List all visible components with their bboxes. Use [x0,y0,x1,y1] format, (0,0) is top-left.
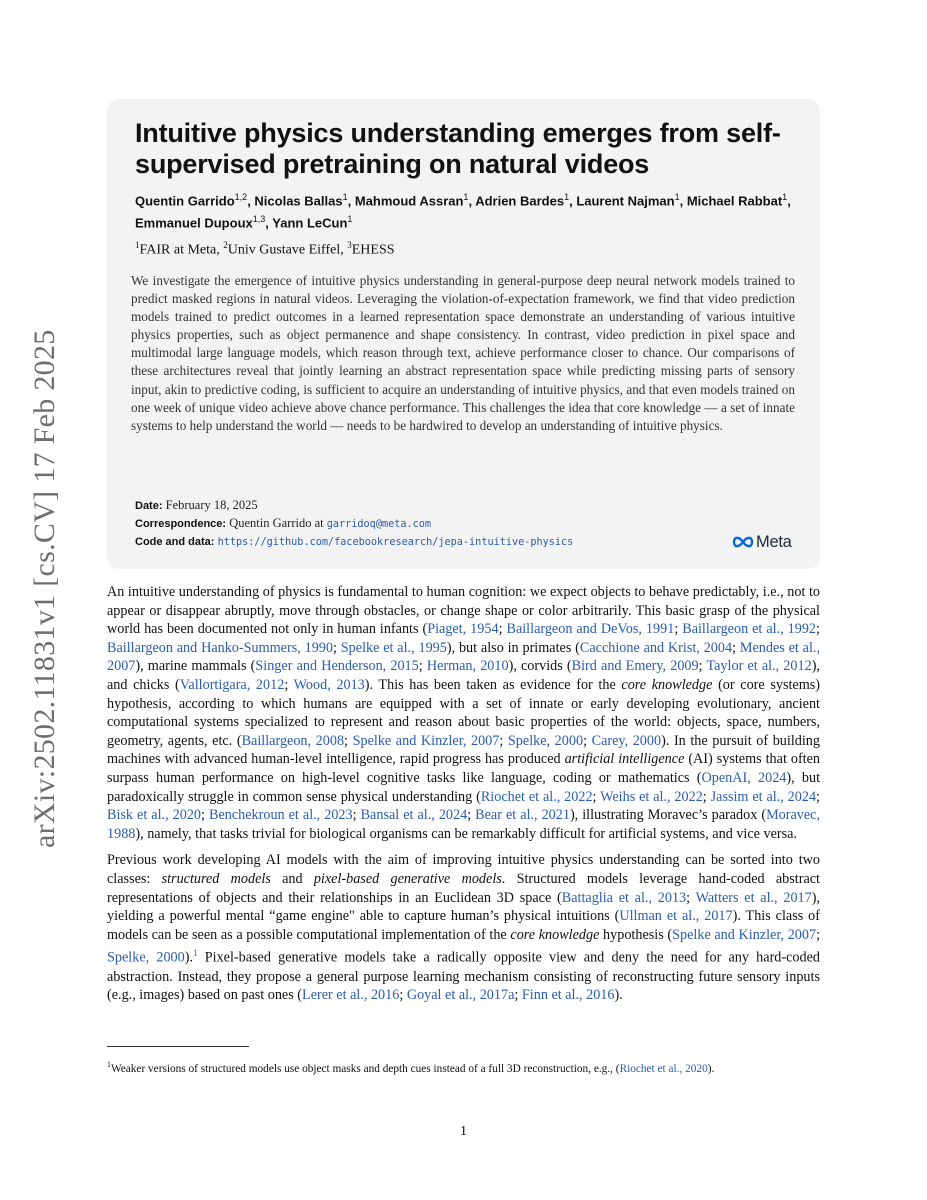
emphasis-text: core knowledge [510,926,600,943]
citation-link[interactable]: Lerer et al., 2016 [302,987,400,1004]
page-number: 1 [460,1124,467,1139]
text-run: and [270,870,314,887]
text-run: ; [467,807,476,824]
text-run: ; [686,889,696,906]
footnote-marker[interactable]: 1 [193,948,198,959]
text-run: ), and chicks ( [107,658,820,693]
affiliations: $^1$FAIR at Meta, $^2$Univ Gustave Eiffel, $^3$EHESS [135,240,395,258]
citation-link[interactable]: Watters et al., 2017 [695,889,812,906]
text-run: ; [284,676,294,693]
citation-link[interactable]: Spelke and Kinzler, 2007 [672,926,817,943]
text-run: ). This class of models can be seen as a possible computational implementation of the [107,908,820,943]
author-affiliation-mark: 1,2 [234,192,248,202]
citation-link[interactable]: Baillargeon et al., 1992 [682,621,817,638]
author-name: Mahmoud Assran [354,193,464,209]
citation-link[interactable]: Spelke and Kinzler, 2007 [352,732,500,749]
citation-link[interactable]: Baillargeon, 2008 [241,732,345,749]
correspondence-label: Correspondence: [135,518,227,530]
correspondence-email-link[interactable]: garridoq@meta.com [326,519,432,530]
text-run: ), but also in primates ( [446,639,580,656]
text-run: Weaker versions of structured models use object masks and depth cues instead of a full 3D reconstruction, e.g., ( [111,1062,620,1075]
citation-link[interactable]: Benchekroun et al., 2023 [208,807,353,824]
text-run: ; [816,621,820,638]
text-run: ; [702,788,711,805]
citation-link[interactable]: Spelke et al., 1995 [340,639,447,656]
citation-link[interactable]: Taylor et al., 2012 [706,658,812,675]
author-list: Quentin Garrido$^{1,2}$, Nicolas Ballas$^1$, Mahmoud Assran$^1$, Adrien Bardes$^1$, Laurent Najman$^1$, Michael Rabbat$^1$, Emmanuel Dupoux$^{1,3}$, Yann LeCun$^1$ [135,192,791,231]
citation-link[interactable]: Singer and Henderson, 2015 [255,658,419,675]
citation-link[interactable]: Moravec, 1988 [107,807,821,842]
text-run: ; [583,732,592,749]
affiliation-name: Univ Gustave Eiffel [227,242,341,258]
citation-link[interactable]: Baillargeon and DeVos, 1991 [506,621,675,638]
body-paragraph [107,583,820,843]
text-run: ), marine mammals ( [135,658,256,675]
text-run: ; [514,987,522,1004]
citation-link[interactable]: Piaget, 1954 [427,621,499,638]
author-affiliation-mark: 1 [564,192,570,202]
text-run: hypothesis ( [599,926,673,943]
citation-link[interactable]: Ullman et al., 2017 [619,908,733,925]
author-name: Nicolas Ballas [254,193,343,209]
footnote-number: 1 [107,1060,111,1069]
citation-link[interactable]: Mendes et al., 2007 [107,639,821,675]
affiliation-name: FAIR at Meta [139,242,217,258]
citation-link[interactable]: Bird and Emery, 2009 [571,658,699,675]
text-run: ; [418,658,427,675]
paper-title: Intuitive physics understanding emerges from self-supervised pretraining on natural videos [135,118,781,179]
author-affiliation-mark: 1 [342,192,348,202]
text-run: ; [201,807,209,824]
text-run: ; [352,807,361,824]
text-run: ; [674,621,683,638]
text-run: ; [592,788,601,805]
author-name: Michael Rabbat [686,193,783,209]
text-run: ; [399,987,407,1004]
text-run: ). In the pursuit of building machines with advanced human-level intelligence, rapid progress has produced [107,732,820,768]
text-run: ; [732,639,740,656]
affiliation-mark: 2 [223,240,228,250]
text-run: (or core systems) hypothesis, according to which humans are equipped with a set of innate or early developing evolutionary, ancient computational systems specialized to represent and reason about basic properties of the world: objects, space, numbers, geometry, agents, etc. ( [107,676,820,749]
author-affiliation-mark: 1 [463,192,469,202]
infinity-logo-icon [732,535,754,549]
author-name: Adrien Bardes [475,193,565,209]
correspondence-row [135,515,695,533]
body-text [107,583,820,1005]
author-affiliation-mark: 1 [347,214,353,225]
affiliation-mark: 1 [135,240,140,250]
footnote-divider [107,1046,249,1047]
text-run: ), namely, that tasks trivial for biological organisms can be remarkably difficult for artificial systems, and vice versa. [135,825,797,842]
meta-logo [732,532,791,552]
citation-link[interactable]: Riochet et al., 2022 [480,788,593,805]
text-run: ). [707,1062,715,1075]
code-row [135,533,695,551]
text-run: ), but paradoxically struggle in common sense physical understanding ( [107,769,821,805]
body-paragraph [107,851,820,1004]
text-run: ). [184,950,194,967]
text-run: . Structured models leverage hand-coded abstract representations of objects and their relationships in an Euclidean 3D space ( [107,870,820,906]
text-run: ; [344,732,353,749]
text-run: ), illustrating Moravec’s paradox ( [569,807,767,824]
author-name: Emmanuel Dupoux [135,215,253,231]
text-run: ). [614,987,623,1004]
emphasis-text: core knowledge [621,676,713,693]
text-run: ; [816,926,821,943]
text-run: ), yielding a powerful mental “game engine" able to capture human’s physical intuitions ( [107,889,821,925]
code-label: Code and data: [135,536,215,548]
citation-link[interactable]: Bear et al., 2021 [475,807,570,824]
meta-logo-text: Meta [756,532,792,551]
citation-link[interactable]: Jassim et al., 2024 [710,788,817,805]
text-run: Previous work developing AI models with the aim of improving intuitive physics understanding can be sorted into two classes: [107,852,820,887]
text-run: ; [333,639,341,656]
date-value: February 18, 2025 [165,498,258,512]
text-run: ; [816,788,820,805]
text-run: An intuitive understanding of physics is fundamental to human cognition: we expect objects to behave predictably, i.e., not to appear or disappear abruptly, move through obstacles, or change shape or color arbitrarily. This basic grasp of the physical world has been documented not only in human infants ( [107,584,820,638]
author-affiliation-mark: 1 [782,192,788,202]
citation-link[interactable]: Bisk et al., 2020 [107,807,202,824]
text-run: Pixel-based generative models take a radically opposite view and deny the need for any hard-coded abstraction. Instead, they propose a general purpose learning mechanism consisting of reconstructing future sensory inputs (e.g., images) based on past ones ( [107,950,820,1004]
citation-link[interactable]: Battaglia et al., 2013 [561,889,687,906]
emphasis-text: structured models [161,870,271,887]
code-url-link[interactable]: https://github.com/facebookresearch/jepa-intuitive-physics [217,537,574,548]
citation-link[interactable]: Vallortigara, 2012 [179,676,285,693]
citation-link[interactable]: Spelke, 2000 [507,732,584,749]
affiliation-mark: 3 [347,240,352,250]
affiliation-name: EHESS [351,242,395,258]
author-affiliation-mark: 1,3 [252,214,266,225]
footnote [107,1057,820,1077]
citation-link[interactable]: Cacchione and Krist, 2004 [579,639,733,656]
emphasis-text: pixel-based generative models [313,870,502,887]
citation-link[interactable]: OpenAI, 2024 [701,769,787,786]
date-row [135,497,695,514]
text-run: ; [498,621,507,638]
text-run: ; [499,732,508,749]
citation-link[interactable]: Spelke, 2000 [107,950,185,967]
citation-link[interactable]: Riochet et al., 2020 [619,1062,708,1075]
arxiv-stamp: arXiv:2502.11831v1 [cs.CV] 17 Feb 2025 [28,329,61,848]
author-name: Quentin Garrido [135,193,235,209]
text-run: ), corvids ( [508,658,572,675]
citation-link[interactable]: Carey, 2000 [591,732,662,749]
text-run: ). This has been taken as evidence for the [364,676,622,693]
citation-link[interactable]: Bansal et al., 2024 [360,807,468,824]
text-run: (AI) systems that often surpass human performance on high-level cognitive tasks like language, coding or mathematics ( [107,751,820,786]
citation-link[interactable]: Weihs et al., 2022 [600,788,703,805]
author-affiliation-mark: 1 [674,192,680,202]
citation-link[interactable]: Herman, 2010 [426,658,509,675]
citation-link[interactable]: Goyal et al., 2017a [406,987,515,1004]
abstract: We investigate the emergence of intuitive physics understanding in general-purpose deep neural network models trained to predict masked regions in natural videos. Leveraging the violation-of-expectation framework, we find that video prediction models trained to predict outcomes in a learned representation space demonstrate an understanding of various intuitive physics properties, such as object permanence and shape consistency. In contrast, video prediction in pixel space and multimodal large language models, which reason through text, achieve performance closer to chance. Our comparisons of these architectures reveal that jointly learning an abstract representation space while predicting missing parts of sensory input, akin to predictive coding, is sufficient to acquire an understanding of intuitive physics, and that even models trained on one week of unique video achieve above chance performance. This challenges the idea that core knowledge — a set of innate systems to help understand the world — needs to be hardwired to develop an understanding of intuitive physics. [131,273,795,433]
emphasis-text: artificial intelligence [564,751,685,768]
author-name: Laurent Najman [576,193,675,209]
date-label: Date: [135,500,163,512]
correspondence-name: Quentin Garrido at [229,516,324,530]
citation-link[interactable]: Finn et al., 2016 [521,987,615,1004]
text-run: ; [698,658,707,675]
citation-link[interactable]: Baillargeon and Hanko-Summers, 1990 [107,639,333,656]
author-name: Yann LeCun [272,215,348,231]
citation-link[interactable]: Wood, 2013 [293,676,365,693]
